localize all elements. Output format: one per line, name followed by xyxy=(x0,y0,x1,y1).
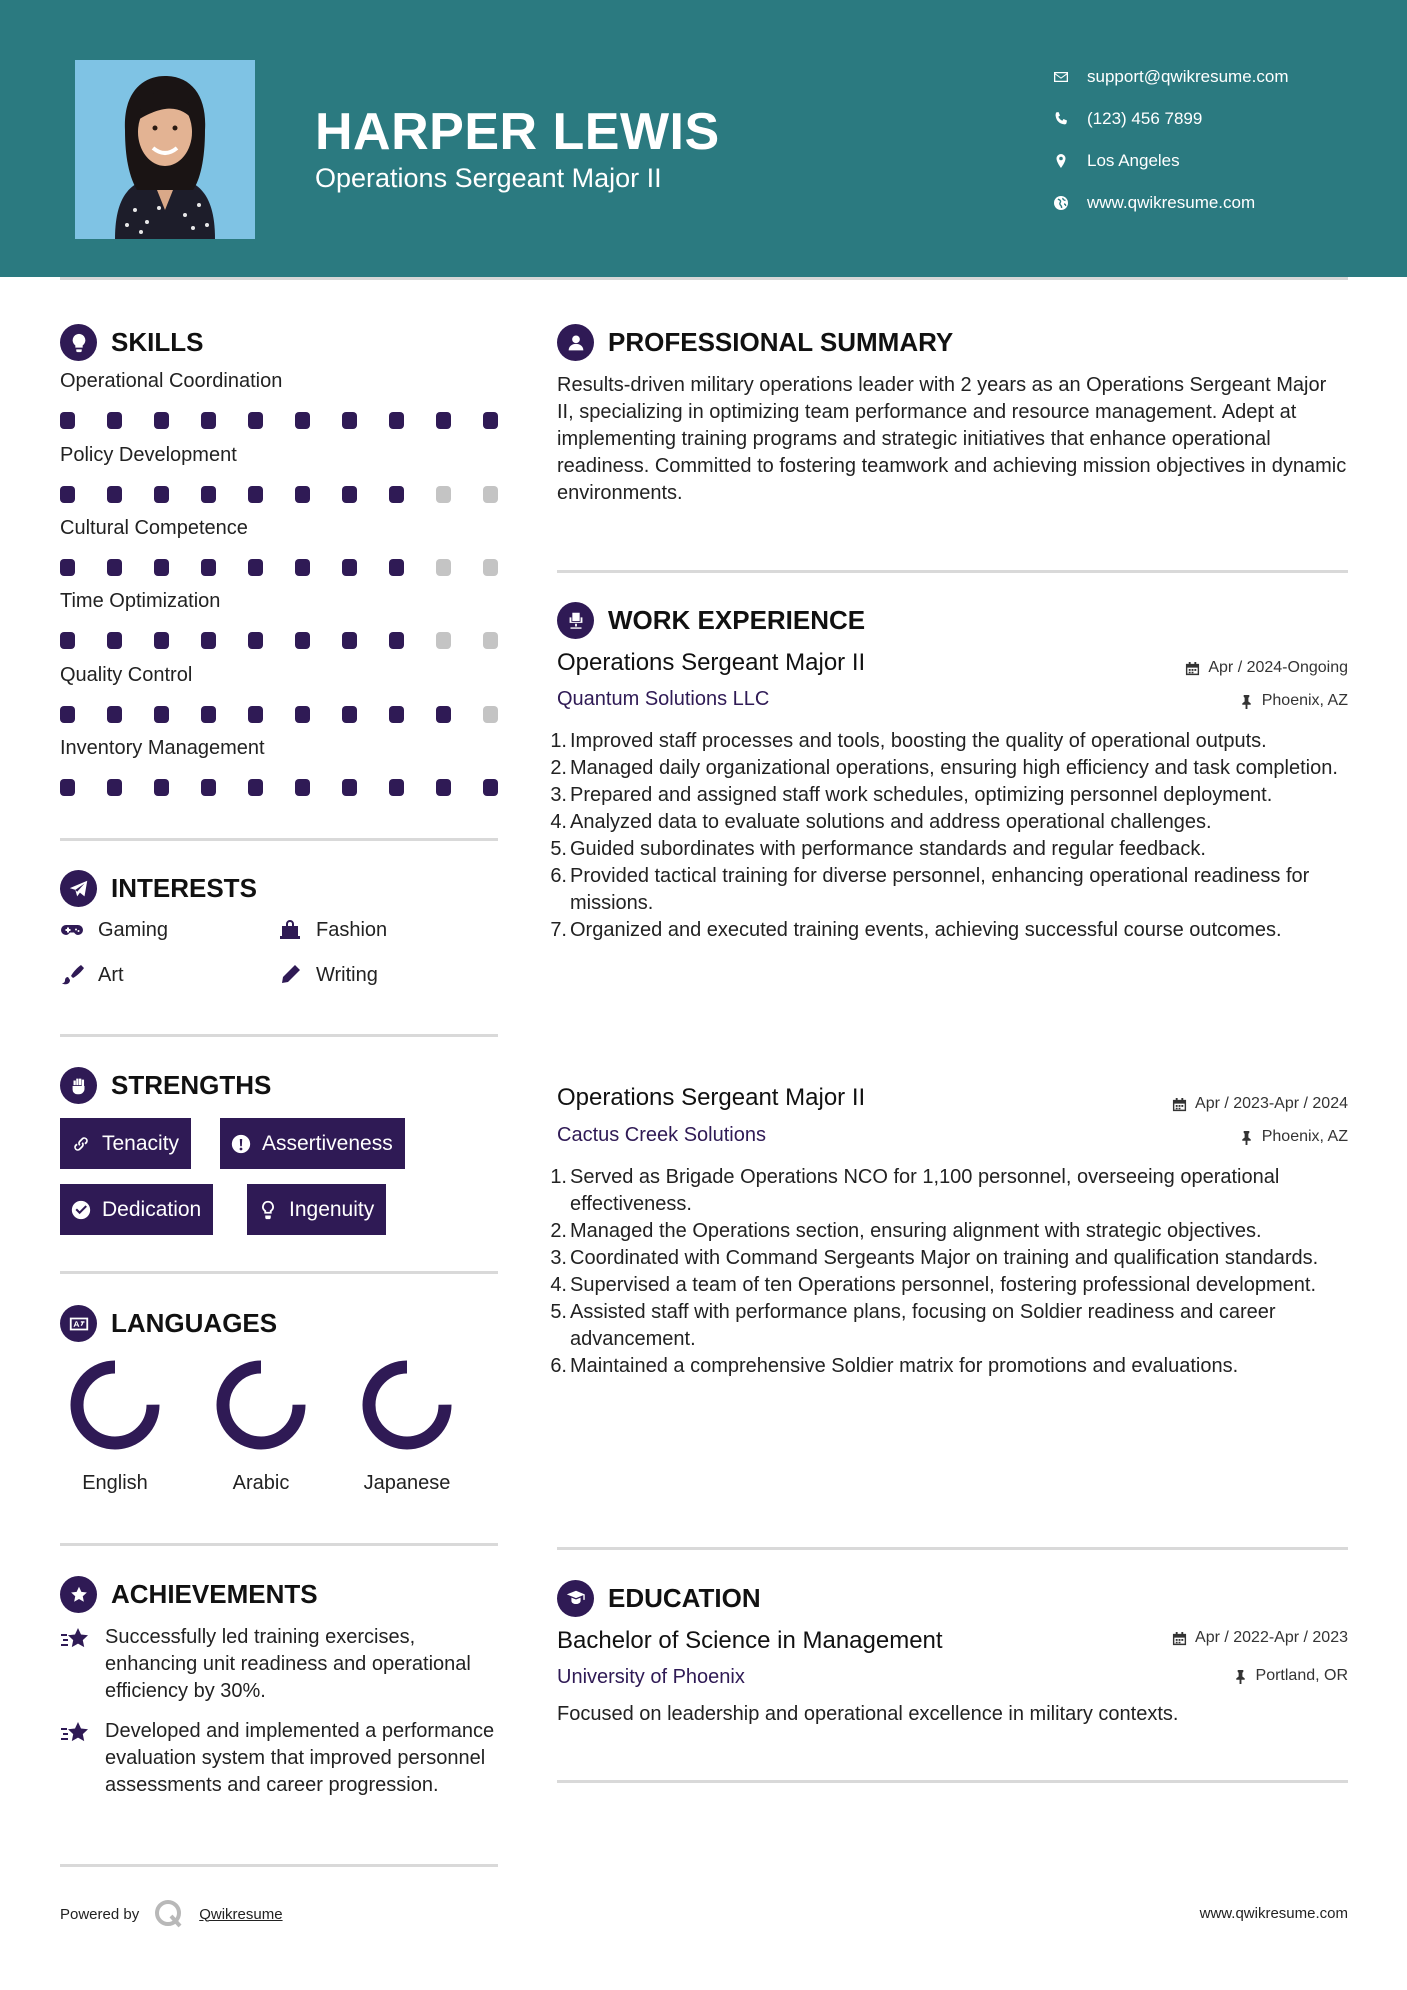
job-title: Operations Sergeant Major II xyxy=(557,649,866,676)
language-card-icon xyxy=(60,1305,97,1342)
bullet-number: 3. xyxy=(550,784,567,806)
interests-heading xyxy=(60,870,257,907)
bullet-number: 6. xyxy=(550,865,567,887)
globe-icon xyxy=(1050,192,1072,214)
pushpin-icon xyxy=(1233,1669,1248,1684)
bullet-number: 5. xyxy=(550,1301,567,1323)
rating-dot-filled xyxy=(342,632,357,649)
rating-dot-filled xyxy=(154,706,169,723)
rating-dot-filled xyxy=(295,486,310,503)
pushpin-icon xyxy=(1239,694,1254,709)
interest-label: Writing xyxy=(316,963,378,986)
rating-dot-filled xyxy=(201,412,216,429)
bullet-number: 4. xyxy=(550,811,567,833)
bullet-number: 2. xyxy=(550,1220,567,1242)
job-bullet xyxy=(550,782,1347,809)
interest-label: Art xyxy=(98,963,124,986)
language-name: Japanese xyxy=(363,1472,451,1494)
bullet-number: 4. xyxy=(550,1274,567,1296)
skill-name: Operational Coordination xyxy=(60,370,283,392)
bullet-text: Managed daily organizational operations, ensuring high efficiency and task completion. xyxy=(570,757,1338,779)
rating-dot-empty xyxy=(436,486,451,503)
strength-dedication xyxy=(60,1184,213,1235)
achievements-heading xyxy=(60,1576,318,1613)
header-divider xyxy=(60,277,1348,280)
interest-writing xyxy=(278,963,378,987)
skill-rating xyxy=(60,559,498,576)
language-item xyxy=(352,1357,462,1495)
contact-location[interactable] xyxy=(1050,140,1289,182)
exclamation-icon xyxy=(230,1133,252,1155)
languages-heading xyxy=(60,1305,277,1342)
job-bullet xyxy=(550,1272,1347,1299)
contact-website-text: www.qwikresume.com xyxy=(1087,193,1256,212)
profile-photo xyxy=(75,60,255,239)
rating-dot-filled xyxy=(60,486,75,503)
summary-title: PROFESSIONAL SUMMARY xyxy=(608,327,954,357)
skill-rating xyxy=(60,486,498,503)
education-description: Focused on leadership and operational excellence in military contexts. xyxy=(557,1703,1179,1725)
rating-dot-filled xyxy=(295,632,310,649)
graduate-icon xyxy=(557,1580,594,1617)
rating-dot-filled xyxy=(107,559,122,576)
rating-dot-filled xyxy=(248,486,263,503)
qwikresume-logo-icon xyxy=(153,1898,185,1930)
rating-dot-empty xyxy=(436,632,451,649)
strength-ingenuity xyxy=(247,1184,386,1235)
strength-label: Dedication xyxy=(102,1197,202,1221)
bullet-text: Guided subordinates with performance standards and regular feedback. xyxy=(570,838,1206,860)
job-bullet xyxy=(550,1353,1347,1380)
skill-item xyxy=(60,444,500,503)
qwikresume-link[interactable]: Qwikresume xyxy=(199,1905,283,1923)
strength-assertiveness xyxy=(220,1118,405,1169)
job-dates-text: Apr / 2023-Apr / 2024 xyxy=(1195,1095,1348,1112)
link-icon xyxy=(70,1133,92,1155)
phone-icon xyxy=(1050,108,1072,130)
contact-website[interactable] xyxy=(1050,182,1289,224)
bullet-number: 2. xyxy=(550,757,567,779)
bullet-text: Provided tactical training for diverse personnel, enhancing operational readiness for missions. xyxy=(570,865,1310,914)
rating-dot-filled xyxy=(154,559,169,576)
paper-plane-icon xyxy=(60,870,97,907)
skill-name: Quality Control xyxy=(60,664,193,686)
rating-dot-filled xyxy=(483,779,498,796)
education-location-text: Portland, OR xyxy=(1255,1667,1348,1684)
bullet-number: 6. xyxy=(550,1355,567,1377)
job-dates xyxy=(1172,1095,1348,1113)
rating-dot-filled xyxy=(60,632,75,649)
interest-gaming xyxy=(60,918,168,942)
skill-rating xyxy=(60,632,498,649)
bullet-text: Served as Brigade Operations NCO for 1,100 personnel, overseeing operational effectiveness. xyxy=(570,1166,1280,1215)
gamepad-icon xyxy=(60,918,84,942)
skill-name: Cultural Competence xyxy=(60,517,248,539)
rating-dot-filled xyxy=(436,412,451,429)
footer-website[interactable]: www.qwikresume.com xyxy=(1199,1905,1348,1922)
contact-email[interactable] xyxy=(1050,56,1289,98)
user-icon xyxy=(557,324,594,361)
skill-item xyxy=(60,664,500,723)
rating-dot-filled xyxy=(201,706,216,723)
achievements-divider xyxy=(60,1864,498,1867)
rating-dot-filled xyxy=(248,632,263,649)
bullet-text: Maintained a comprehensive Soldier matrix for promotions and evaluations. xyxy=(570,1355,1239,1377)
strengths-divider xyxy=(60,1271,498,1274)
education-location xyxy=(1233,1667,1348,1685)
strength-label: Ingenuity xyxy=(289,1197,375,1221)
language-name: Arabic xyxy=(232,1472,290,1494)
shopping-bag-icon xyxy=(278,918,302,942)
job-bullet xyxy=(550,917,1347,944)
skills-title: SKILLS xyxy=(111,327,204,357)
candidate-name: HARPER LEWIS xyxy=(315,103,720,161)
rating-dot-filled xyxy=(107,412,122,429)
skill-rating xyxy=(60,412,498,429)
rating-dot-filled xyxy=(248,779,263,796)
bullet-number: 3. xyxy=(550,1247,567,1269)
rating-dot-filled xyxy=(107,706,122,723)
rating-dot-filled xyxy=(436,779,451,796)
language-progress-ring xyxy=(359,1357,455,1453)
bullet-text: Assisted staff with performance plans, focusing on Soldier readiness and career advancement. xyxy=(570,1301,1276,1350)
pencil-icon xyxy=(278,963,302,987)
job-bullet xyxy=(550,755,1347,782)
calendar-icon xyxy=(1172,1097,1187,1112)
achievements-title: ACHIEVEMENTS xyxy=(111,1579,318,1609)
job-dates-text: Apr / 2024-Ongoing xyxy=(1208,659,1348,676)
rating-dot-filled xyxy=(107,486,122,503)
skills-heading xyxy=(60,324,203,361)
interests-title: INTERESTS xyxy=(111,873,257,903)
contact-list xyxy=(1050,56,1289,224)
paint-brush-icon xyxy=(60,963,84,987)
job-bullet xyxy=(550,1299,1347,1353)
shooting-star-icon xyxy=(60,1624,90,1654)
job-bullet xyxy=(550,1164,1347,1218)
rating-dot-filled xyxy=(389,412,404,429)
rating-dot-filled xyxy=(60,779,75,796)
language-name: English xyxy=(82,1472,148,1494)
skill-item xyxy=(60,737,500,796)
job-location xyxy=(1239,692,1348,710)
bullet-number: 1. xyxy=(550,730,567,752)
contact-email-text: support@qwikresume.com xyxy=(1087,67,1289,86)
skill-item xyxy=(60,590,500,649)
skill-name: Inventory Management xyxy=(60,737,265,759)
rating-dot-filled xyxy=(154,412,169,429)
skill-item xyxy=(60,370,500,429)
work-heading xyxy=(557,602,865,639)
calendar-icon xyxy=(1172,1631,1187,1646)
strengths-title: STRENGTHS xyxy=(111,1070,272,1100)
job-bullets xyxy=(550,728,1347,944)
rating-dot-filled xyxy=(483,412,498,429)
summary-text: Results-driven military operations leader with 2 years as an Operations Sergeant Major II, specializing in optimizing team performance and resource management. Adept at implementing training programs and strategic initiatives that enhance operational readiness. Committed to fostering teamwork and achieving mission objectives in dynamic environments. xyxy=(557,374,1347,504)
job-location-text: Phoenix, AZ xyxy=(1261,1128,1348,1145)
bullet-text: Supervised a team of ten Operations personnel, fostering professional development. xyxy=(570,1274,1316,1296)
rating-dot-empty xyxy=(483,632,498,649)
rating-dot-filled xyxy=(436,706,451,723)
languages-divider xyxy=(60,1543,498,1546)
job-bullets xyxy=(550,1164,1347,1380)
interest-art xyxy=(60,963,124,987)
rating-dot-filled xyxy=(342,412,357,429)
lightbulb-icon xyxy=(60,324,97,361)
bullet-text: Managed the Operations section, ensuring alignment with strategic objectives. xyxy=(570,1220,1262,1242)
rating-dot-empty xyxy=(483,559,498,576)
rating-dot-filled xyxy=(201,779,216,796)
achievement-text: Developed and implemented a performance evaluation system that improved personnel assessments and career progression. xyxy=(105,1720,495,1796)
rating-dot-filled xyxy=(248,706,263,723)
bullet-text: Prepared and assigned staff work schedules, optimizing personnel deployment. xyxy=(570,784,1273,806)
summary-divider xyxy=(557,570,1348,573)
job-bullet xyxy=(550,728,1347,755)
job-bullet xyxy=(550,836,1347,863)
rating-dot-filled xyxy=(342,486,357,503)
job-bullet xyxy=(550,809,1347,836)
job-dates xyxy=(1185,659,1348,677)
interest-label: Gaming xyxy=(98,918,169,941)
map-pin-icon xyxy=(1050,150,1072,172)
rating-dot-filled xyxy=(154,486,169,503)
work-divider xyxy=(557,1547,1348,1550)
rating-dot-filled xyxy=(342,706,357,723)
skills-divider xyxy=(60,838,498,841)
interests-divider xyxy=(60,1034,498,1037)
lightbulb-icon xyxy=(257,1199,279,1221)
rating-dot-filled xyxy=(107,632,122,649)
rating-dot-filled xyxy=(295,706,310,723)
education-dates-text: Apr / 2022-Apr / 2023 xyxy=(1195,1629,1348,1646)
work-title: WORK EXPERIENCE xyxy=(608,605,866,635)
powered-by-text: Powered by xyxy=(60,1905,140,1923)
interest-label: Fashion xyxy=(316,918,388,941)
candidate-role: Operations Sergeant Major II xyxy=(315,163,662,193)
education-heading xyxy=(557,1580,761,1617)
job-title: Operations Sergeant Major II xyxy=(557,1084,866,1111)
rating-dot-filled xyxy=(248,412,263,429)
bullet-number: 1. xyxy=(550,1166,567,1188)
bullet-number: 5. xyxy=(550,838,567,860)
rating-dot-filled xyxy=(154,779,169,796)
resume-header xyxy=(0,0,1407,277)
rating-dot-filled xyxy=(295,412,310,429)
calendar-icon xyxy=(1185,661,1200,676)
education-title: EDUCATION xyxy=(608,1583,761,1613)
rating-dot-filled xyxy=(248,559,263,576)
rating-dot-filled xyxy=(60,559,75,576)
bullet-number: 7. xyxy=(550,919,567,941)
strength-tenacity xyxy=(60,1118,191,1169)
job-company: Cactus Creek Solutions xyxy=(557,1124,766,1146)
contact-phone-text: (123) 456 7899 xyxy=(1087,109,1203,128)
rating-dot-filled xyxy=(389,486,404,503)
contact-phone[interactable] xyxy=(1050,98,1289,140)
footer-powered-by xyxy=(60,1898,283,1930)
languages-title: LANGUAGES xyxy=(111,1308,278,1338)
bullet-text: Organized and executed training events, achieving successful course outcomes. xyxy=(570,919,1282,941)
job-location xyxy=(1239,1128,1348,1146)
skill-name: Policy Development xyxy=(60,444,237,466)
pushpin-icon xyxy=(1239,1130,1254,1145)
rating-dot-filled xyxy=(201,559,216,576)
education-dates xyxy=(1172,1629,1348,1647)
skill-rating xyxy=(60,779,498,796)
rating-dot-filled xyxy=(389,559,404,576)
language-progress-ring xyxy=(67,1357,163,1453)
job-bullet xyxy=(550,1245,1347,1272)
rating-dot-empty xyxy=(483,706,498,723)
job-location-text: Phoenix, AZ xyxy=(1261,692,1348,709)
language-item xyxy=(206,1357,316,1495)
office-chair-icon xyxy=(557,602,594,639)
strength-label: Assertiveness xyxy=(262,1131,393,1155)
strength-label: Tenacity xyxy=(102,1131,180,1155)
rating-dot-filled xyxy=(389,706,404,723)
rating-dot-filled xyxy=(342,779,357,796)
achievement-item xyxy=(60,1624,500,1705)
star-badge-icon xyxy=(60,1576,97,1613)
contact-location-text: Los Angeles xyxy=(1087,151,1180,170)
summary-heading xyxy=(557,324,953,361)
rating-dot-filled xyxy=(107,779,122,796)
interest-fashion xyxy=(278,918,387,942)
achievement-text: Successfully led training exercises, enhancing unit readiness and operational efficiency by 30%. xyxy=(105,1626,471,1702)
rating-dot-filled xyxy=(295,559,310,576)
skill-item xyxy=(60,517,500,576)
skill-name: Time Optimization xyxy=(60,590,221,612)
shooting-star-icon xyxy=(60,1718,90,1748)
achievement-item xyxy=(60,1718,500,1799)
job-bullet xyxy=(550,863,1347,917)
language-item xyxy=(60,1357,170,1495)
rating-dot-filled xyxy=(201,632,216,649)
rating-dot-filled xyxy=(295,779,310,796)
education-school: University of Phoenix xyxy=(557,1666,745,1688)
bullet-text: Analyzed data to evaluate solutions and address operational challenges. xyxy=(570,811,1212,833)
check-circle-icon xyxy=(70,1199,92,1221)
education-divider xyxy=(557,1780,1348,1783)
envelope-icon xyxy=(1050,66,1072,88)
bullet-text: Improved staff processes and tools, boosting the quality of operational outputs. xyxy=(570,730,1267,752)
rating-dot-filled xyxy=(154,632,169,649)
strengths-heading xyxy=(60,1067,271,1104)
language-progress-ring xyxy=(213,1357,309,1453)
bullet-text: Coordinated with Command Sergeants Major on training and qualification standards. xyxy=(570,1247,1319,1269)
job-bullet xyxy=(550,1218,1347,1245)
rating-dot-filled xyxy=(60,412,75,429)
job-company: Quantum Solutions LLC xyxy=(557,688,770,710)
rating-dot-filled xyxy=(201,486,216,503)
rating-dot-filled xyxy=(60,706,75,723)
rating-dot-empty xyxy=(436,559,451,576)
education-degree: Bachelor of Science in Management xyxy=(557,1627,943,1654)
skill-rating xyxy=(60,706,498,723)
rating-dot-filled xyxy=(389,632,404,649)
fist-icon xyxy=(60,1067,97,1104)
rating-dot-empty xyxy=(483,486,498,503)
rating-dot-filled xyxy=(389,779,404,796)
rating-dot-filled xyxy=(342,559,357,576)
